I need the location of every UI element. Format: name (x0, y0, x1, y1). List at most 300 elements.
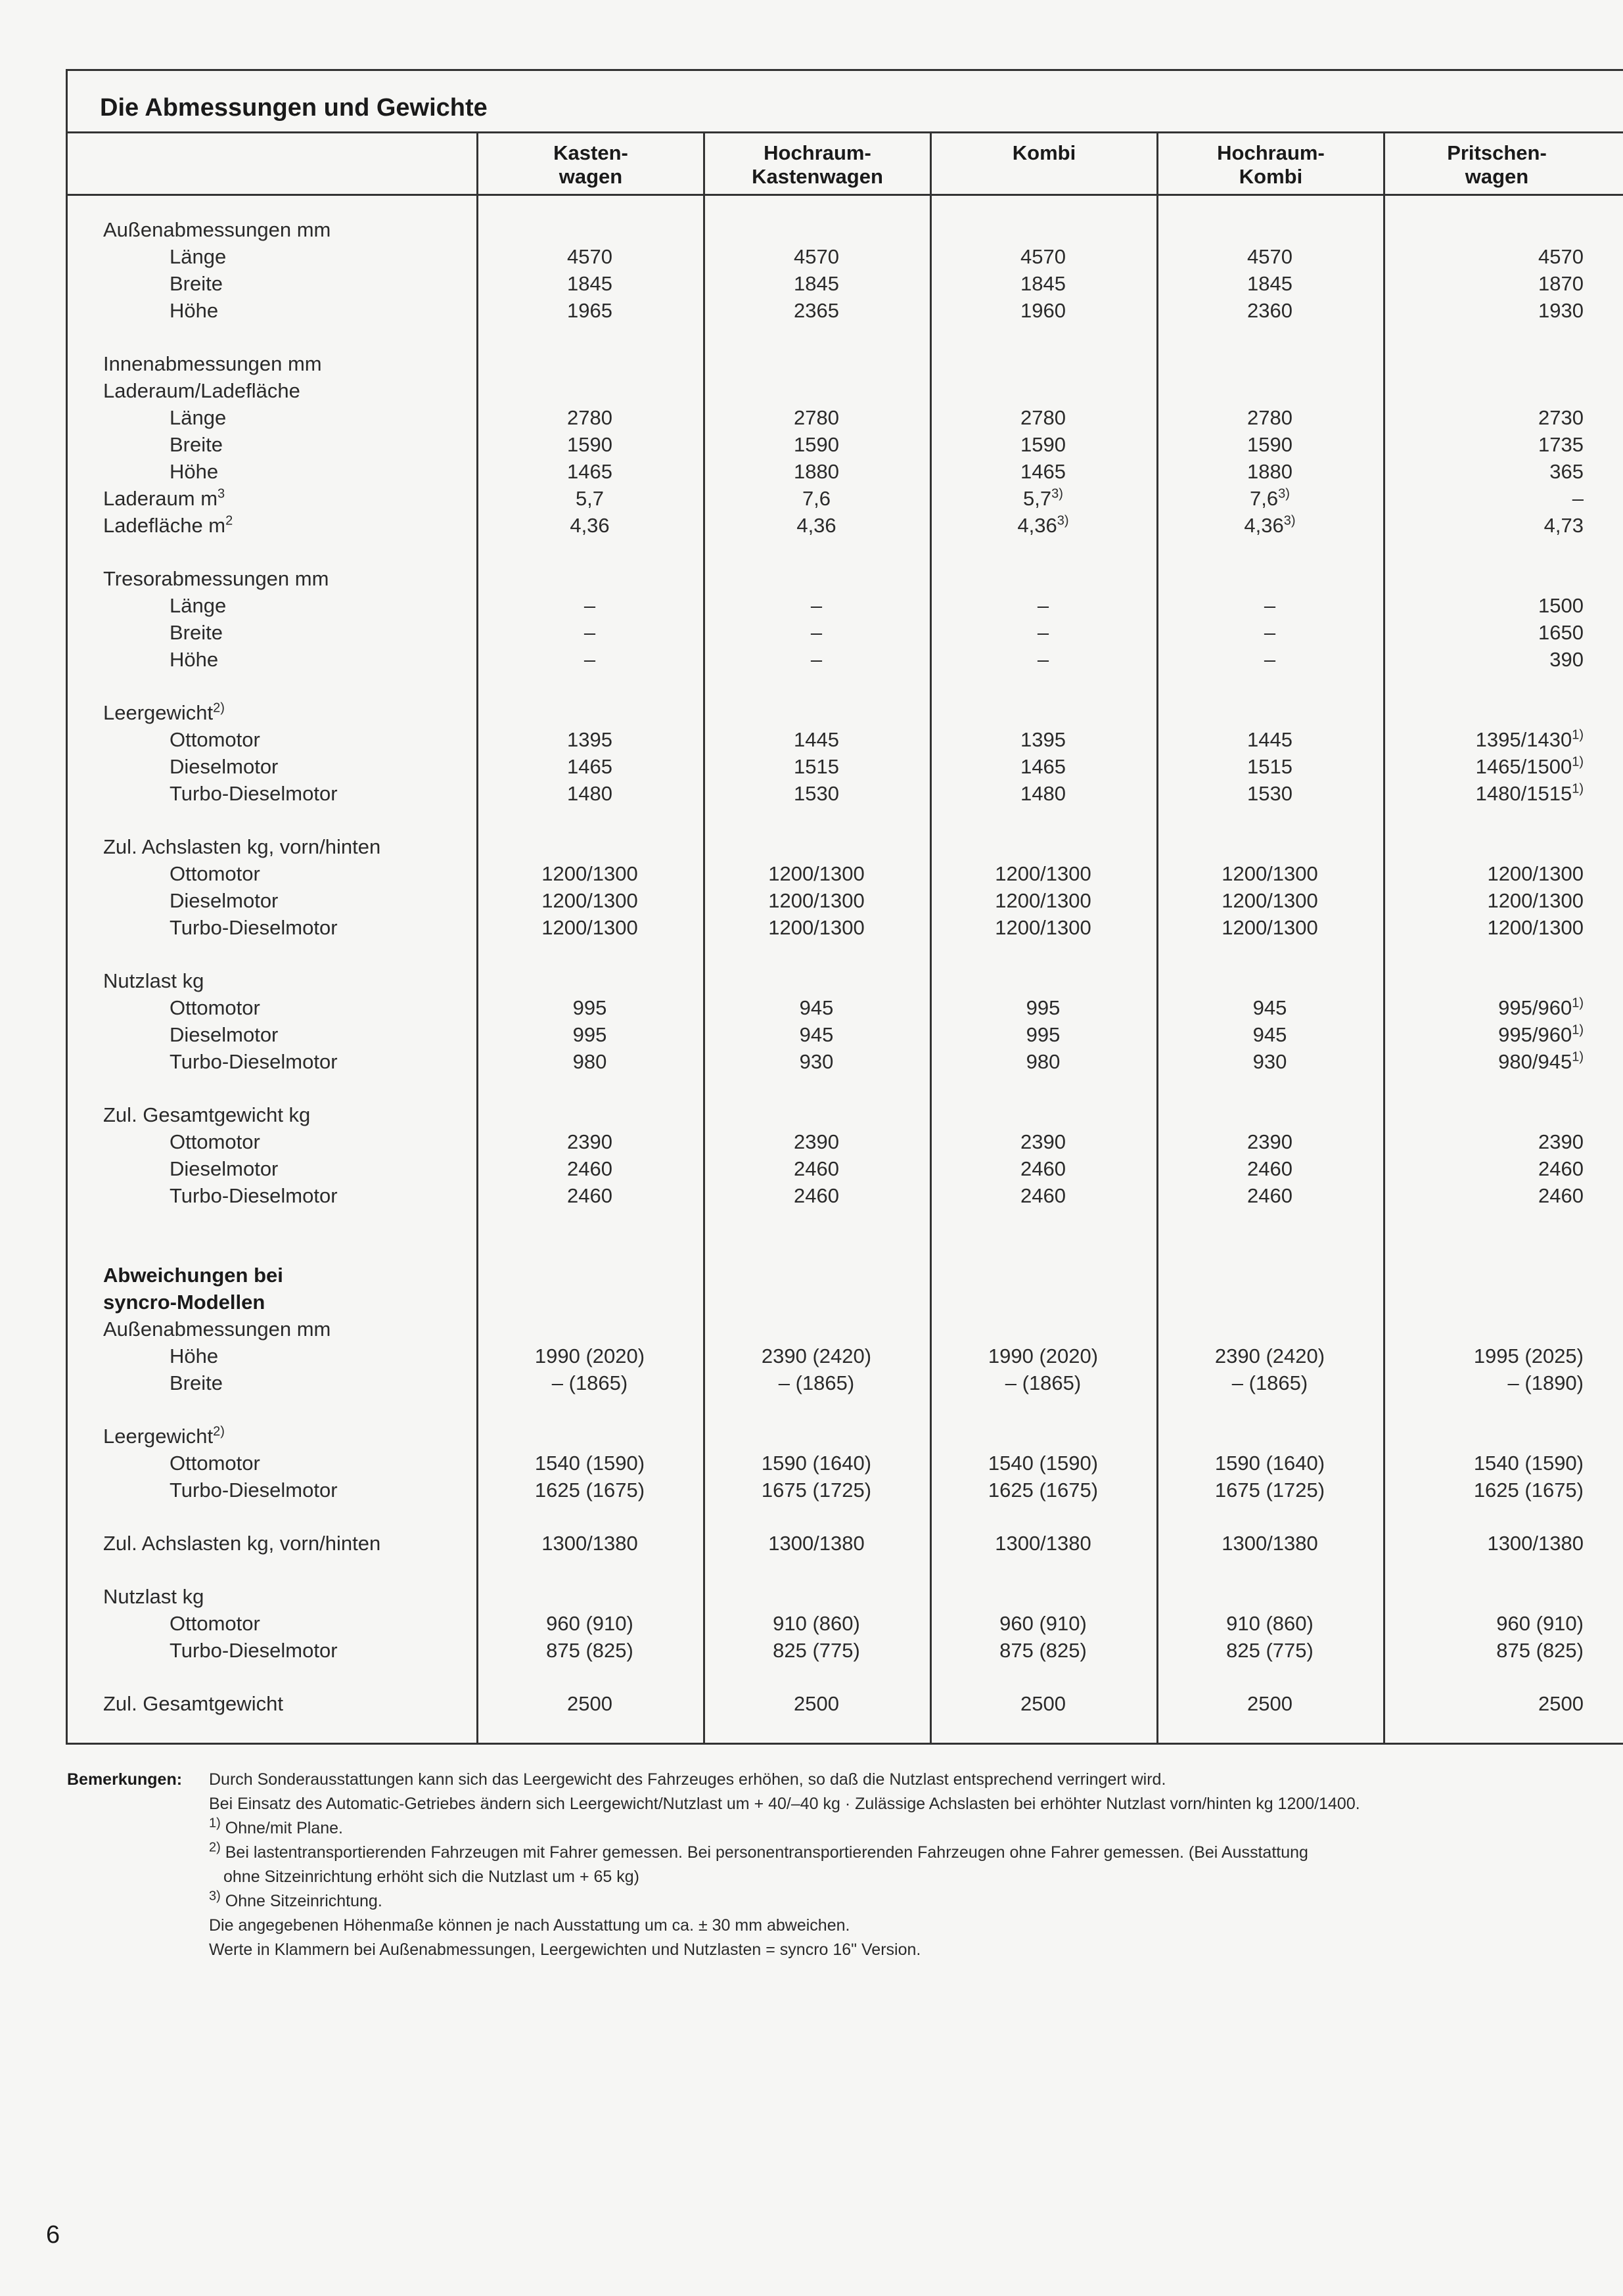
cell-value: 1200/1300 (768, 916, 865, 939)
table-cell (1156, 646, 1383, 673)
cell-value: 2390 (2420) (1214, 1344, 1325, 1367)
table-row (66, 1316, 1623, 1343)
table-row (66, 458, 1623, 485)
table-cell (703, 485, 930, 512)
row-label-text: Außenabmessungen mm (103, 218, 331, 241)
table-cell (476, 243, 703, 270)
row-label-text: Leergewicht (103, 1425, 214, 1448)
row-label (103, 699, 225, 726)
cell-value: 4,73 (1543, 514, 1584, 537)
cell-value: – (583, 594, 596, 617)
cell-value: 1590 (1020, 433, 1066, 456)
table-cell (476, 485, 703, 512)
cell-value: 2360 (1247, 299, 1292, 322)
row-spacer (66, 1235, 1623, 1262)
cell-value: 945 (799, 1023, 834, 1046)
row-label (103, 1423, 225, 1450)
footnote-marker: 1) (1572, 1049, 1584, 1065)
table-cell (703, 458, 930, 485)
table-cell (476, 914, 703, 941)
cell-value: 995/960 (1498, 1023, 1572, 1046)
cell-value: 1200/1300 (541, 862, 638, 885)
table-cell (476, 646, 703, 673)
table-cell (930, 592, 1156, 619)
cell-value: 1300/1380 (1487, 1532, 1584, 1555)
table-row (66, 431, 1623, 458)
cell-value: – (1264, 621, 1276, 644)
table-cell (1386, 1637, 1584, 1664)
table-cell (1386, 994, 1584, 1021)
row-label (170, 780, 338, 807)
table-cell (703, 1530, 930, 1557)
cell-value: 1625 (1675) (1473, 1479, 1584, 1502)
row-label (170, 270, 223, 297)
table-cell (1156, 1610, 1383, 1637)
cell-value: 945 (1252, 1023, 1287, 1046)
cell-value: – (1037, 648, 1049, 671)
table-cell (1156, 1477, 1383, 1504)
table-cell (930, 1637, 1156, 1664)
row-label (170, 994, 260, 1021)
row-label-text: Turbo-Dieselmotor (170, 916, 338, 939)
table-cell (930, 994, 1156, 1021)
table-cell (1156, 592, 1383, 619)
cell-value: 2460 (567, 1184, 612, 1207)
table-row (66, 1128, 1623, 1155)
table-row (66, 914, 1623, 941)
table-cell (930, 887, 1156, 914)
table-cell (930, 860, 1156, 887)
table-row (66, 1182, 1623, 1209)
table-cell (930, 1530, 1156, 1557)
table-cell (1386, 1155, 1584, 1182)
row-label-text: Abweichungen bei (103, 1264, 283, 1287)
row-label-text: Länge (170, 406, 227, 429)
table-row (66, 404, 1623, 431)
cell-value: – (1865) (778, 1371, 855, 1394)
row-label (103, 350, 322, 377)
remark-line (209, 1889, 1576, 1914)
cell-value: 1480/1515 (1475, 782, 1572, 805)
row-label (170, 1021, 278, 1048)
table-cell (1156, 1021, 1383, 1048)
row-spacer (66, 324, 1623, 350)
table-row (66, 1530, 1623, 1557)
table-row (66, 1369, 1623, 1396)
cell-value: 1845 (567, 272, 612, 295)
table-body (66, 216, 1623, 1717)
row-label (170, 592, 226, 619)
table-cell (476, 753, 703, 780)
table-cell (1386, 1450, 1584, 1477)
cell-value: 1465 (1020, 460, 1066, 483)
row-label-text: Dieselmotor (170, 755, 279, 778)
table-row (66, 1477, 1623, 1504)
cell-value: 2460 (794, 1157, 839, 1180)
row-label (103, 1101, 310, 1128)
cell-value: 960 (910) (1496, 1612, 1584, 1635)
table-cell (1386, 1477, 1584, 1504)
table-cell (1156, 243, 1383, 270)
table-row (66, 860, 1623, 887)
table-cell (476, 1021, 703, 1048)
table-cell (1156, 1450, 1383, 1477)
table-row (66, 592, 1623, 619)
row-label (103, 967, 204, 994)
cell-value: 995 (572, 1023, 607, 1046)
table-row (66, 994, 1623, 1021)
row-label-text: Breite (170, 1371, 223, 1394)
row-label (170, 1048, 338, 1075)
remark-line (209, 1914, 1576, 1938)
table-cell (1156, 1637, 1383, 1664)
table-cell (930, 1048, 1156, 1075)
column-header-kastenwagen: Kasten- wagen (553, 141, 628, 188)
footnote-marker: 1) (1572, 754, 1584, 769)
row-label-text: Turbo-Dieselmotor (170, 1050, 338, 1073)
cell-value: 1200/1300 (995, 862, 1091, 885)
row-label (103, 1583, 204, 1610)
column-header-kombi: Kombi (1012, 141, 1076, 164)
row-label (170, 860, 260, 887)
cell-value: 2460 (1247, 1184, 1292, 1207)
row-label (103, 833, 380, 860)
cell-value: 1300/1380 (1222, 1532, 1318, 1555)
table-cell (1156, 619, 1383, 646)
cell-value: – (1865) (1231, 1371, 1308, 1394)
table-cell (1156, 1369, 1383, 1396)
table-cell (476, 1530, 703, 1557)
table-cell (1386, 1128, 1584, 1155)
table-cell (476, 1610, 703, 1637)
cell-value: 2390 (794, 1130, 839, 1153)
table-cell (703, 994, 930, 1021)
remark-line (209, 1841, 1576, 1865)
remark-line (209, 1792, 1576, 1816)
cell-value: 875 (825) (546, 1639, 633, 1662)
table-cell (1156, 1155, 1383, 1182)
table-cell (1386, 512, 1584, 539)
table-cell (1386, 1182, 1584, 1209)
cell-value: 930 (799, 1050, 834, 1073)
table-row (66, 887, 1623, 914)
row-label-text: syncro-Modellen (103, 1291, 265, 1314)
row-label-text: Ottomotor (170, 1612, 260, 1635)
cell-value: 7,6 (802, 487, 831, 510)
row-label-text: Zul. Achslasten kg, vorn/hinten (103, 1532, 381, 1555)
table-row (66, 780, 1623, 807)
table-row (66, 377, 1623, 404)
table-cell (930, 431, 1156, 458)
cell-value: 1200/1300 (995, 889, 1091, 912)
row-label-text: Zul. Gesamtgewicht (103, 1692, 283, 1715)
row-label-text: Breite (170, 621, 223, 644)
cell-value: 1590 (1640) (1214, 1452, 1325, 1475)
remark-line (209, 1768, 1576, 1792)
footnote-marker: 3) (1051, 486, 1063, 501)
table-cell (703, 512, 930, 539)
table-cell (703, 1048, 930, 1075)
footnote-marker: 2) (209, 1840, 221, 1855)
table-cell (1386, 431, 1584, 458)
row-label-text: Turbo-Dieselmotor (170, 1479, 338, 1502)
table-cell (703, 1343, 930, 1369)
cell-value: 4570 (1020, 245, 1066, 268)
cell-value: 2780 (794, 406, 839, 429)
table-cell (703, 1637, 930, 1664)
table-cell (703, 270, 930, 297)
table-cell (1386, 887, 1584, 914)
row-label-text: Außenabmessungen mm (103, 1318, 331, 1341)
table-cell (476, 1155, 703, 1182)
row-label-text: Ottomotor (170, 1452, 260, 1475)
cell-value: 1990 (2020) (534, 1344, 645, 1367)
table-cell (476, 780, 703, 807)
row-label-text: Länge (170, 245, 227, 268)
table-cell (1386, 458, 1584, 485)
table-row (66, 1101, 1623, 1128)
table-row (66, 350, 1623, 377)
column-header-pritschenwagen: Pritschen- wagen (1447, 141, 1547, 188)
table-row (66, 297, 1623, 324)
table-cell (1156, 458, 1383, 485)
table-cell (1386, 485, 1584, 512)
cell-value: 1480 (567, 782, 612, 805)
footnote-marker: 2 (225, 513, 233, 528)
remark-text: Bei lastentransportierenden Fahrzeugen mit Fahrer gemessen. Bei personentransportierenden Fahrzeugen ohne Fahrer gemessen. (Bei Ausstattung (220, 1843, 1308, 1862)
table-cell (930, 485, 1156, 512)
table-cell (1156, 1128, 1383, 1155)
table-cell (1156, 887, 1383, 914)
row-label (170, 1343, 218, 1369)
cell-value: 1540 (1590) (988, 1452, 1099, 1475)
row-label-text: Ottomotor (170, 1130, 260, 1153)
table-title: Die Abmessungen und Gewichte (100, 94, 488, 122)
table-cell (930, 1021, 1156, 1048)
cell-value: 980/945 (1498, 1050, 1572, 1073)
cell-value: 1200/1300 (1222, 862, 1318, 885)
table-cell (476, 297, 703, 324)
cell-value: 2780 (1020, 406, 1066, 429)
cell-value: 2730 (1538, 406, 1584, 429)
cell-value: 2500 (794, 1692, 839, 1715)
footnote-marker: 3 (217, 486, 225, 501)
footnote-marker: 2) (213, 1424, 225, 1439)
cell-value: 875 (825) (999, 1639, 1087, 1662)
table-cell (476, 860, 703, 887)
cell-value: 7,6 (1250, 487, 1279, 510)
footnote-marker: 3) (1283, 513, 1296, 528)
row-label (170, 726, 260, 753)
cell-value: 1590 (794, 433, 839, 456)
cell-value: 2390 (1538, 1130, 1584, 1153)
table-cell (476, 1048, 703, 1075)
column-header-hochraum-kastenwagen: Hochraum- Kastenwagen (752, 141, 883, 188)
cell-value: 945 (799, 996, 834, 1019)
cell-value: 1590 (1247, 433, 1292, 456)
table-cell (1386, 270, 1584, 297)
table-row (66, 216, 1623, 243)
table-cell (476, 887, 703, 914)
table-cell (930, 512, 1156, 539)
table-cell (703, 860, 930, 887)
cell-value: 2460 (1020, 1184, 1066, 1207)
table-cell (476, 404, 703, 431)
footnote-marker: 1) (1572, 1022, 1584, 1038)
table-cell (930, 780, 1156, 807)
row-label-text: Zul. Gesamtgewicht kg (103, 1103, 311, 1126)
table-row (66, 1423, 1623, 1450)
cell-value: 1200/1300 (768, 889, 865, 912)
row-label-text: Nutzlast kg (103, 1585, 204, 1608)
row-label (170, 431, 223, 458)
cell-value: 995 (572, 996, 607, 1019)
table-cell (930, 726, 1156, 753)
remark-text: Durch Sonderausstattungen kann sich das Leergewicht des Fahrzeuges erhöhen, so daß die Nutzlast entsprechend verringert wird. (209, 1770, 1166, 1789)
cell-value: 1990 (2020) (988, 1344, 1099, 1367)
cell-value: 4,36 (796, 514, 836, 537)
cell-value: – (1037, 594, 1049, 617)
table-row (66, 646, 1623, 673)
table-cell (930, 619, 1156, 646)
cell-value: 1445 (1247, 728, 1292, 751)
table-cell (476, 592, 703, 619)
table-cell (1156, 726, 1383, 753)
cell-value: 1870 (1538, 272, 1584, 295)
remark-text: Ohne Sitzeinrichtung. (220, 1892, 382, 1910)
table-cell (1386, 297, 1584, 324)
cell-value: 910 (860) (1226, 1612, 1314, 1635)
cell-value: – (1037, 621, 1049, 644)
table-cell (703, 619, 930, 646)
cell-value: 960 (910) (546, 1612, 633, 1635)
cell-value: – (583, 621, 596, 644)
row-label-text: Tresorabmessungen mm (103, 567, 329, 590)
table-cell (930, 1128, 1156, 1155)
table-row (66, 1637, 1623, 1664)
cell-value: 995/960 (1498, 996, 1572, 1019)
table-cell (1156, 512, 1383, 539)
remarks-label: Bemerkungen: (67, 1770, 183, 1789)
table-cell (930, 1343, 1156, 1369)
row-label (170, 1477, 338, 1504)
cell-value: 2500 (1538, 1692, 1584, 1715)
cell-value: 1675 (1725) (1214, 1479, 1325, 1502)
row-label-text: Dieselmotor (170, 1023, 279, 1046)
table-cell (1156, 1690, 1383, 1717)
table-row (66, 565, 1623, 592)
cell-value: 365 (1549, 460, 1584, 483)
row-label-text: Höhe (170, 299, 219, 322)
table-cell (1386, 780, 1584, 807)
cell-value: – (810, 594, 823, 617)
remark-text: Bei Einsatz des Automatic-Getriebes ändern sich Leergewicht/Nutzlast um + 40/–40 kg · Zulässige Achslasten bei erhöhter Nutzlast vorn/hinten kg 1200/1400. (209, 1795, 1360, 1813)
table-cell (1386, 1530, 1584, 1557)
row-label (170, 404, 226, 431)
table-row (66, 1155, 1623, 1182)
row-label-text: Länge (170, 594, 227, 617)
cell-value: 4570 (794, 245, 839, 268)
row-label (103, 1316, 331, 1343)
table-cell (703, 1690, 930, 1717)
footnote-marker: 1) (1572, 996, 1584, 1011)
cell-value: 4,36 (570, 514, 610, 537)
cell-value: 825 (775) (1226, 1639, 1314, 1662)
cell-value: 2460 (567, 1157, 612, 1180)
table-row (66, 270, 1623, 297)
table-cell (703, 1450, 930, 1477)
row-label (170, 1128, 260, 1155)
cell-value: 1540 (1590) (1473, 1452, 1584, 1475)
row-label (170, 297, 218, 324)
cell-value: 1960 (1020, 299, 1066, 322)
cell-value: 2460 (1247, 1157, 1292, 1180)
remarks-lines (209, 1768, 1576, 1962)
row-label-text: Zul. Achslasten kg, vorn/hinten (103, 835, 381, 858)
row-spacer (66, 1209, 1623, 1235)
table-cell (703, 646, 930, 673)
row-label (103, 485, 225, 512)
table-cell (930, 753, 1156, 780)
cell-value: 5,7 (575, 487, 605, 510)
table-cell (1386, 726, 1584, 753)
table-cell (930, 1369, 1156, 1396)
table-cell (703, 1021, 930, 1048)
table-row (66, 1021, 1623, 1048)
cell-value: – (810, 621, 823, 644)
remark-line (209, 1816, 1576, 1841)
table-cell (1156, 1530, 1383, 1557)
cell-value: 1735 (1538, 433, 1584, 456)
table-cell (1156, 1182, 1383, 1209)
cell-value: 2460 (1020, 1157, 1066, 1180)
row-label (170, 1637, 338, 1664)
table-cell (703, 1182, 930, 1209)
cell-value: 1200/1300 (768, 862, 865, 885)
row-label-text: Höhe (170, 648, 219, 671)
table-cell (1156, 270, 1383, 297)
table-row (66, 967, 1623, 994)
cell-value: – (810, 648, 823, 671)
table-cell (703, 1128, 930, 1155)
footnote-marker: 3) (209, 1889, 221, 1904)
table-cell (1156, 914, 1383, 941)
table-row (66, 1690, 1623, 1717)
row-spacer (66, 1504, 1623, 1530)
table-cell (476, 1477, 703, 1504)
table-cell (703, 753, 930, 780)
table-cell (703, 780, 930, 807)
remark-text: Ohne/mit Plane. (220, 1819, 344, 1837)
cell-value: 1965 (567, 299, 612, 322)
table-cell (1156, 1343, 1383, 1369)
table-cell (703, 592, 930, 619)
cell-value: 1845 (1020, 272, 1066, 295)
table-cell (930, 297, 1156, 324)
cell-value: 2500 (567, 1692, 612, 1715)
table-cell (1386, 1690, 1584, 1717)
table-cell (476, 1128, 703, 1155)
table-cell (930, 646, 1156, 673)
cell-value: 1515 (1247, 755, 1292, 778)
cell-value: 1995 (2025) (1473, 1344, 1584, 1367)
table-cell (476, 619, 703, 646)
cell-value: 1465 (1020, 755, 1066, 778)
row-label (170, 914, 338, 941)
cell-value: 2390 (1020, 1130, 1066, 1153)
table-cell (476, 1369, 703, 1396)
cell-value: – (1890) (1507, 1371, 1584, 1394)
